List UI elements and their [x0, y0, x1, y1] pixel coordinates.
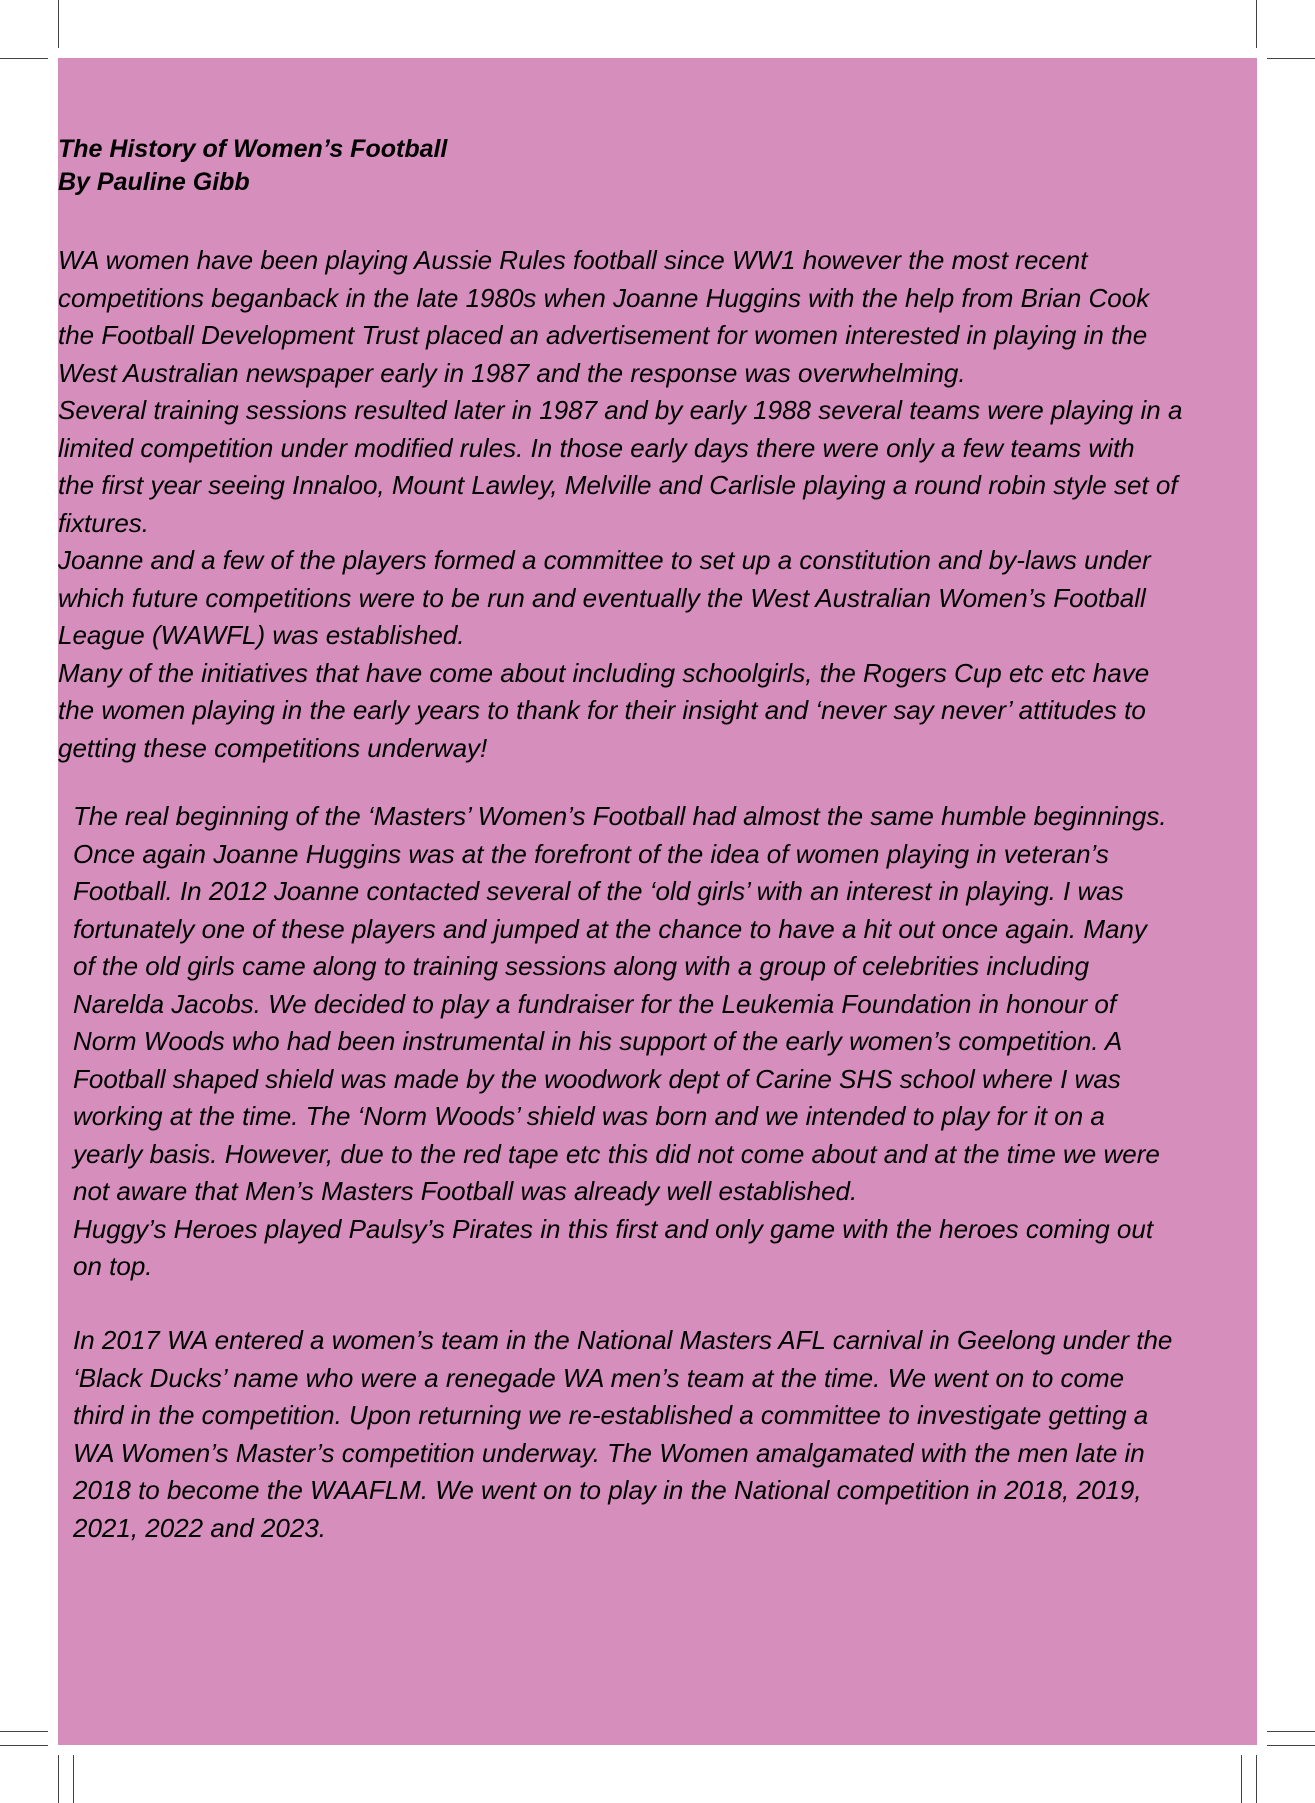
text-line: Huggy’s Heroes played Paulsy’s Pirates in this first and only game with the heroes coming out: [73, 1213, 1154, 1244]
crop-mark-bottom-left-horizontal: [0, 1731, 48, 1732]
text-line: 2021, 2022 and 2023.: [73, 1512, 327, 1543]
text-line: on top.: [73, 1251, 153, 1281]
crop-mark-bottom-right-vertical: [1241, 1755, 1242, 1803]
article-title: The History of Women’s Football: [58, 135, 448, 163]
text-line: Norm Woods who had been instrumental in his support of the early women’s competition. A: [73, 1026, 1123, 1056]
crop-mark-top-right-vertical: [1256, 0, 1257, 48]
crop-mark-top-left-horizontal: [0, 58, 48, 59]
text-line: which future competitions were to be run and eventually the West Australian Women’s Football: [58, 582, 1146, 613]
text-line: The real beginning of the ‘Masters’ Women’s Football had almost the same humble beginnings.: [73, 801, 1167, 831]
text-line: Narelda Jacobs. We decided to play a fundraiser for the Leukemia Foundation in honour of: [73, 988, 1117, 1019]
crop-mark-bottom-left-horizontal-2: [0, 1745, 48, 1746]
text-line: Football shaped shield was made by the woodwork dept of Carine SHS school where I was: [73, 1063, 1121, 1094]
crop-mark-bottom-right-horizontal: [1267, 1731, 1315, 1732]
section-masters-beginning: [73, 798, 1253, 1286]
crop-mark-bottom-left-vertical-2: [73, 1755, 74, 1803]
text-line: fortunately one of these players and jumped at the chance to have a hit out once again. Many: [73, 913, 1147, 944]
text-line: of the old girls came along to training sessions along with a group of celebrities including: [73, 951, 1090, 981]
text-line: Many of the initiatives that have come about including schoolgirls, the Rogers Cup etc etc have: [58, 657, 1150, 688]
text-line: WA Women’s Master’s competition underway. The Women amalgamated with the men late in: [73, 1437, 1145, 1468]
text-line: third in the competition. Upon returning we re-established a committee to investigate getting a: [73, 1400, 1149, 1430]
text-line: yearly basis. However, due to the red tape etc this did not come about and at the time we were: [73, 1138, 1160, 1169]
heading-block: [58, 133, 447, 199]
text-line: ‘Black Ducks’ name who were a renegade WA men’s team at the time. We went on to come: [73, 1362, 1125, 1393]
crop-mark-bottom-left-vertical: [58, 1755, 59, 1803]
text-line: limited competition under modified rules. In those early days there were only a few teams with: [58, 432, 1135, 463]
text-line: not aware that Men’s Masters Football was already well established.: [73, 1176, 858, 1206]
text-line: Once again Joanne Huggins was at the forefront of the idea of women playing in veteran’s: [73, 838, 1109, 869]
section-early-history: [58, 242, 1268, 767]
text-line: the first year seeing Innaloo, Mount Lawley, Melville and Carlisle playing a round robin style set of: [58, 470, 1178, 500]
text-line: the Football Development Trust placed an advertisement for women interested in playing in the: [58, 320, 1148, 350]
section-national-masters: [73, 1322, 1253, 1547]
text-line: fixtures.: [58, 507, 150, 538]
text-line: competitions beganback in the late 1980s when Joanne Huggins with the help from Brian Cook: [58, 282, 1150, 313]
text-line: In 2017 WA entered a women’s team in the National Masters AFL carnival in Geelong under the: [73, 1325, 1173, 1355]
text-line: WA women have been playing Aussie Rules football since WW1 however the most recent: [58, 245, 1088, 275]
text-line: Football. In 2012 Joanne contacted several of the ‘old girls’ with an interest in playing. I was: [73, 876, 1124, 906]
crop-mark-bottom-right-horizontal-2: [1267, 1745, 1315, 1746]
crop-mark-top-left-vertical: [58, 0, 59, 48]
text-line: getting these competitions underway!: [58, 732, 488, 763]
text-line: 2018 to become the WAAFLM. We went on to play in the National competition in 2018, 2019,: [73, 1475, 1142, 1505]
text-line: Several training sessions resulted later in 1987 and by early 1988 several teams were playing in a: [58, 395, 1183, 425]
crop-mark-bottom-right-vertical-2: [1256, 1755, 1257, 1803]
text-line: the women playing in the early years to thank for their insight and ‘never say never’ attitudes to: [58, 695, 1146, 725]
text-line: League (WAWFL) was established.: [58, 620, 465, 650]
crop-mark-top-right-horizontal: [1267, 58, 1315, 59]
text-line: Joanne and a few of the players formed a committee to set up a constitution and by-laws under: [58, 545, 1151, 575]
article-author: By Pauline Gibb: [58, 168, 250, 196]
text-line: West Australian newspaper early in 1987 and the response was overwhelming.: [58, 357, 966, 388]
text-line: working at the time. The ‘Norm Woods’ shield was born and we intended to play for it on a: [73, 1101, 1105, 1131]
